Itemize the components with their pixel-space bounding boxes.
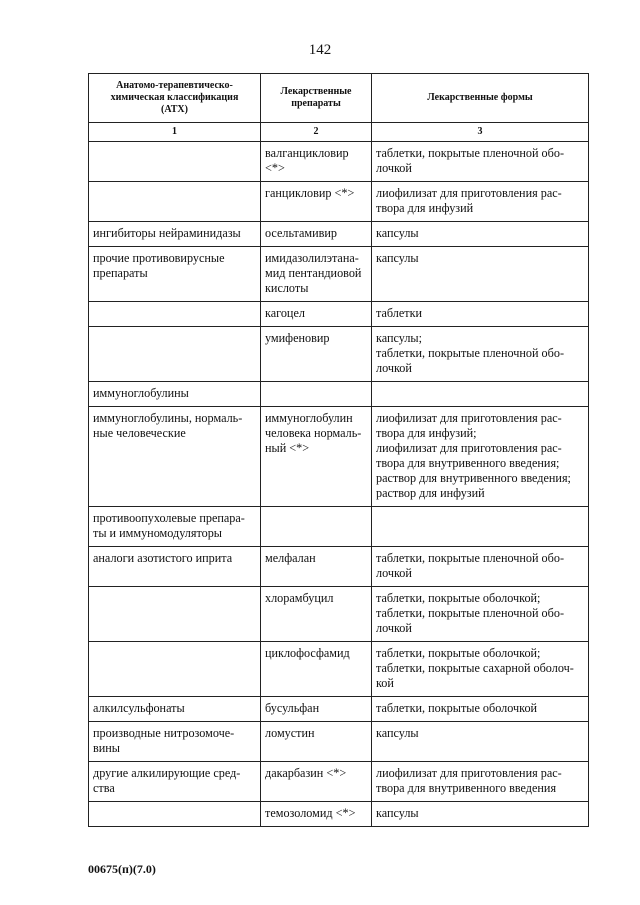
column-number: 2 — [261, 123, 372, 142]
form-cell: капсулы — [372, 247, 589, 302]
table-row — [89, 382, 589, 407]
table-row — [89, 802, 589, 827]
form-cell: лиофилизат для приготовления рас- твора для инфузий — [372, 182, 589, 222]
atc-cell — [89, 642, 261, 697]
atc-cell — [89, 327, 261, 382]
header-drugs: Лекарственные препараты — [261, 74, 372, 123]
header-forms: Лекарственные формы — [372, 74, 589, 123]
table-row — [89, 407, 589, 507]
drug-cell: валганцикловир <*> — [261, 142, 372, 182]
atc-cell: прочие противовирусные препараты — [89, 247, 261, 302]
document-code: 00675(п)(7.0) — [88, 862, 156, 876]
drug-cell: иммуноглобулин человека нормаль- ный <*> — [261, 407, 372, 507]
form-cell: таблетки, покрытые оболочкой; таблетки, покрытые пленочной обо- лочкой — [372, 587, 589, 642]
atc-cell: ингибиторы нейраминидазы — [89, 222, 261, 247]
table-row — [89, 247, 589, 302]
atc-cell — [89, 142, 261, 182]
drug-cell — [261, 382, 372, 407]
atc-cell: другие алкилирующие сред- ства — [89, 762, 261, 802]
drug-cell: темозоломид <*> — [261, 802, 372, 827]
table-row — [89, 222, 589, 247]
table-row — [89, 182, 589, 222]
form-cell: капсулы — [372, 722, 589, 762]
atc-cell: противоопухолевые препара- ты и иммуномодуляторы — [89, 507, 261, 547]
drug-cell: мелфалан — [261, 547, 372, 587]
drug-cell: кагоцел — [261, 302, 372, 327]
table-body — [89, 142, 589, 827]
table-row — [89, 547, 589, 587]
drug-table — [88, 73, 589, 827]
table-row — [89, 587, 589, 642]
drug-cell: ганцикловир <*> — [261, 182, 372, 222]
drug-cell — [261, 507, 372, 547]
form-cell — [372, 507, 589, 547]
form-cell: таблетки, покрытые пленочной обо- лочкой — [372, 142, 589, 182]
drug-cell: осельтамивир — [261, 222, 372, 247]
form-cell: лиофилизат для приготовления рас- твора для инфузий; лиофилизат для приготовления рас- твора для внутривенного введения; раствор для внутривенного введения; раствор для инфузий — [372, 407, 589, 507]
atc-cell — [89, 802, 261, 827]
table-row — [89, 642, 589, 697]
table-row — [89, 302, 589, 327]
atc-cell — [89, 587, 261, 642]
drug-cell: дакарбазин <*> — [261, 762, 372, 802]
atc-cell — [89, 182, 261, 222]
atc-cell: аналоги азотистого иприта — [89, 547, 261, 587]
drug-cell: бусульфан — [261, 697, 372, 722]
drug-cell: циклофосфамид — [261, 642, 372, 697]
form-cell: капсулы — [372, 802, 589, 827]
drug-cell: умифеновир — [261, 327, 372, 382]
column-number: 1 — [89, 123, 261, 142]
form-cell: таблетки, покрытые оболочкой; таблетки, покрытые сахарной оболоч- кой — [372, 642, 589, 697]
atc-cell: иммуноглобулины — [89, 382, 261, 407]
form-cell: таблетки, покрытые оболочкой — [372, 697, 589, 722]
atc-cell: алкилсульфонаты — [89, 697, 261, 722]
column-number: 3 — [372, 123, 589, 142]
atc-cell: иммуноглобулины, нормаль- ные человеческие — [89, 407, 261, 507]
atc-cell — [89, 302, 261, 327]
table-row — [89, 697, 589, 722]
table-row — [89, 722, 589, 762]
table-row — [89, 142, 589, 182]
table-row — [89, 507, 589, 547]
table-row — [89, 762, 589, 802]
form-cell: таблетки, покрытые пленочной обо- лочкой — [372, 547, 589, 587]
drug-cell: хлорамбуцил — [261, 587, 372, 642]
drug-cell: имидазолилэтана- мид пентандиовой кислоты — [261, 247, 372, 302]
page-number: 142 — [308, 42, 332, 58]
drug-cell: ломустин — [261, 722, 372, 762]
form-cell: капсулы; таблетки, покрытые пленочной обо- лочкой — [372, 327, 589, 382]
table-row — [89, 327, 589, 382]
table-header-row — [89, 74, 589, 123]
atc-cell: производные нитрозомоче- вины — [89, 722, 261, 762]
form-cell: капсулы — [372, 222, 589, 247]
form-cell — [372, 382, 589, 407]
column-number-row — [89, 123, 589, 142]
form-cell: таблетки — [372, 302, 589, 327]
header-atc: Анатомо-терапевтическо- химическая классификация (АТХ) — [89, 74, 261, 123]
form-cell: лиофилизат для приготовления рас- твора для внутривенного введения — [372, 762, 589, 802]
